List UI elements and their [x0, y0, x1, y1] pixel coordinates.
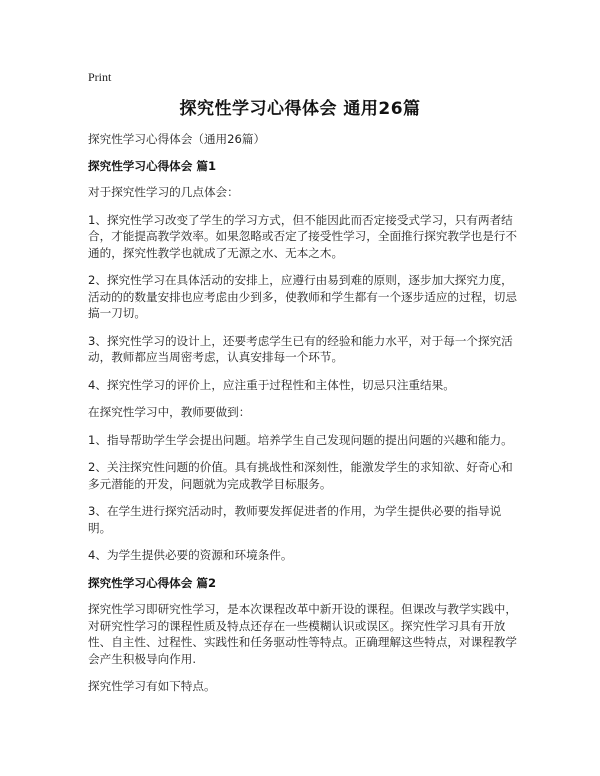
list-item: 2、探究性学习在具体活动的安排上，应遵行由易到难的原则，逐步加大探究力度，活动的的数量安排也应考虑由少到多，使教师和学生都有一个逐步适应的过程，切忌搞一刀切。 — [88, 273, 517, 320]
section-2-paragraph: 探究性学习有如下特点。 — [88, 679, 216, 693]
document-body — [88, 131, 520, 706]
list-item: 3、探究性学习的设计上，还要考虑学生已有的经验和能力水平，对于每一个探究活动，教师都应当周密考虑，认真安排每一个环节。 — [88, 333, 513, 364]
section-heading-1: 探究性学习心得体会 篇1 — [88, 158, 217, 173]
print-label: Print — [88, 70, 112, 84]
section-2-paragraph: 探究性学习即研究性学习，是本次课程改革中新开设的课程。但课改与教学实践中，对研究性学习的课程性质及特点还存在一些模糊认识或误区。探究性学习具有开放性、自主性、过程性、实践性和任务驱动性等特点。正确理解这些特点，对课程教学会产生积极导向作用. — [88, 602, 517, 666]
page-title: 探究性学习心得体会 通用26篇 — [179, 99, 421, 119]
list-item: 1、探究性学习改变了学生的学习方式，但不能因此而否定接受式学习，只有两者结合，才能提高教学效率。如果忽略或否定了接受性学习，全面推行探究教学也是行不通的，探究性教学也就成了无源之水、无本之木。 — [88, 212, 517, 260]
list-item: 4、探究性学习的评价上，应注重于过程性和主体性，切忌只注重结果。 — [88, 377, 455, 392]
teacher-intro: 在探究性学习中，教师要做到： — [88, 405, 251, 419]
list-item: 1、指导帮助学生学会提出问题。培养学生自己发现问题的提出问题的兴趣和能力。 — [88, 432, 513, 447]
list-item: 2、关注探究性问题的价值。具有挑战性和深刻性，能激发学生的求知欲、好奇心和多元潜能的开发，问题就为完成教学目标服务。 — [88, 460, 513, 491]
section-heading-2: 探究性学习心得体会 篇2 — [88, 575, 217, 590]
section-1-intro: 对于探究性学习的几点体会： — [88, 185, 239, 199]
list-item: 4、为学生提供必要的资源和环境条件。 — [88, 548, 293, 562]
list-item: 3、在学生进行探究活动时，教师要发挥促进者的作用，为学生提供必要的指导说明。 — [88, 504, 502, 535]
document-subtitle: 探究性学习心得体会（通用26篇） — [88, 132, 266, 146]
